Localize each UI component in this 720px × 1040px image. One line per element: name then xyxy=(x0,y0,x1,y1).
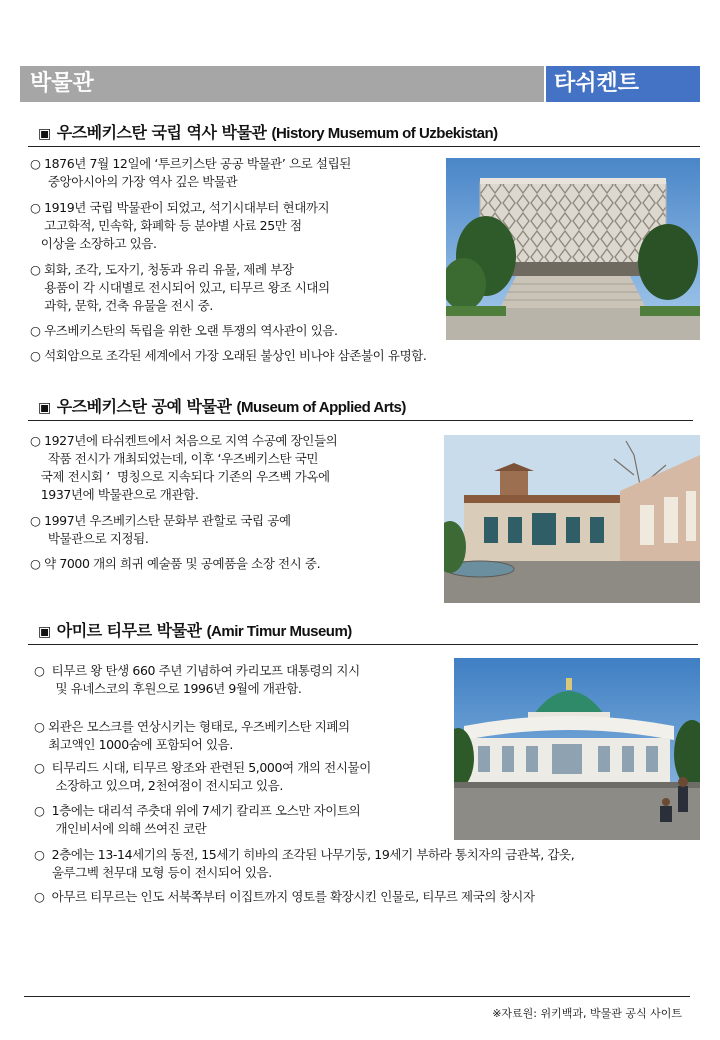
section-3-bullet-6: ○ 아무르 티무르는 인도 서북쪽부터 이집트까지 영토를 확장시킨 인물로, 티무르 제국의 창시자 xyxy=(34,889,535,904)
section-2-bullet-2: ○ 1997년 우즈베키스탄 문화부 관할로 국립 공예 박물관으로 지정됨. xyxy=(30,513,291,546)
city-banner xyxy=(546,66,700,102)
section-1-divider xyxy=(28,146,700,147)
section-3-bullet-5: ○ 2층에는 13-14세기의 동전, 15세기 히바의 조각된 나무기둥, 19세기 부하라 통치자의 금관복, 갑옷, 울루그벡 천무대 모형 등이 전시되어 있음. xyxy=(34,847,575,880)
section-2-title-en: (Museum of Applied Arts) xyxy=(236,399,406,416)
source-note: ※자료원: 위키백과, 박물관 공식 사이트 xyxy=(492,1007,682,1020)
section-3-title-en: (Amir Timur Museum) xyxy=(206,623,352,640)
section-1-title-en: (History Musemum of Uzbekistan) xyxy=(271,125,498,142)
section-3-bullet-3: ○ 티무리드 시대, 티무르 왕조와 관련된 5,000여 개의 전시물이 소장하고 있으며, 2천여점이 전시되고 있음. xyxy=(34,760,371,793)
section-1-bullet-2: ○ 1919년 국립 박물관이 되었고, 석기시대부터 현대까지 고고학적, 민속학, 화폐학 등 분야별 사료 25만 점 이상을 소장하고 있음. xyxy=(30,200,330,251)
section-1-title xyxy=(38,120,498,143)
history-museum-photo xyxy=(446,158,700,340)
section-1-bullet-5: ○ 석회암으로 조각된 세계에서 가장 오래된 불상인 비나야 삼존불이 유명함. xyxy=(30,348,427,363)
city-title: 타쉬켄트 xyxy=(554,71,640,96)
section-3-bullet-1: ○ 티무르 왕 탄생 660 주년 기념하여 카리모프 대통령의 지시 및 유네스코의 후원으로 1996년 9월에 개관함. xyxy=(34,663,360,696)
section-3-title-ko: 아미르 티무르 박물관 xyxy=(56,621,202,640)
section-marker-icon: ▣ xyxy=(38,624,51,640)
section-marker-icon: ▣ xyxy=(38,126,51,142)
page-category-title: 박물관 xyxy=(30,71,94,96)
section-3-bullet-4: ○ 1층에는 대리석 주춧대 위에 7세기 칼리프 오스만 자이트의 개인비서에 의해 쓰여진 코란 xyxy=(34,803,361,836)
section-3-title xyxy=(38,618,352,641)
section-3-divider xyxy=(28,644,698,645)
section-marker-icon: ▣ xyxy=(38,400,51,416)
page-category-banner xyxy=(20,66,544,102)
section-2-title xyxy=(38,394,406,417)
section-2-bullet-1: ○ 1927년에 타쉬켄트에서 처음으로 지역 수공예 장인들의 작품 전시가 개최되었는데, 이후 ‘우즈베키스탄 국민 국제 전시회 ’ 명칭으로 지속되다 기존의 우즈벡 가옥에 1937년에 박물관으로 개관함. xyxy=(30,433,338,502)
section-1-bullet-4: ○ 우즈베키스탄의 독립을 위한 오랜 투쟁의 역사관이 있음. xyxy=(30,323,338,338)
applied-arts-museum-photo xyxy=(444,435,700,603)
section-2-bullet-3: ○ 약 7000 개의 희귀 예술품 및 공예품을 소장 전시 중. xyxy=(30,556,321,571)
section-1-bullet-3: ○ 회화, 조각, 도자기, 청동과 유리 유물, 제례 부장 용품이 각 시대별로 전시되어 있고, 티무르 왕조 시대의 과학, 문학, 건축 유물을 전시 중. xyxy=(30,262,330,313)
section-2-title-ko: 우즈베키스탄 공예 박물관 xyxy=(56,397,232,416)
section-1-bullet-1: ○ 1876년 7월 12일에 ‘투르키스탄 공공 박물관’ 으로 설립된 중앙아시아의 가장 역사 깊은 박물관 xyxy=(30,156,351,189)
section-2-divider xyxy=(28,420,693,421)
section-1-title-ko: 우즈베키스탄 국립 역사 박물관 xyxy=(56,123,267,142)
amir-timur-museum-photo xyxy=(454,658,700,840)
section-3-bullet-2: ○ 외관은 모스크를 연상시키는 형태로, 우즈베키스탄 지폐의 최고액인 1000숨에 포함되어 있음. xyxy=(34,719,350,752)
footer-divider xyxy=(24,996,690,997)
